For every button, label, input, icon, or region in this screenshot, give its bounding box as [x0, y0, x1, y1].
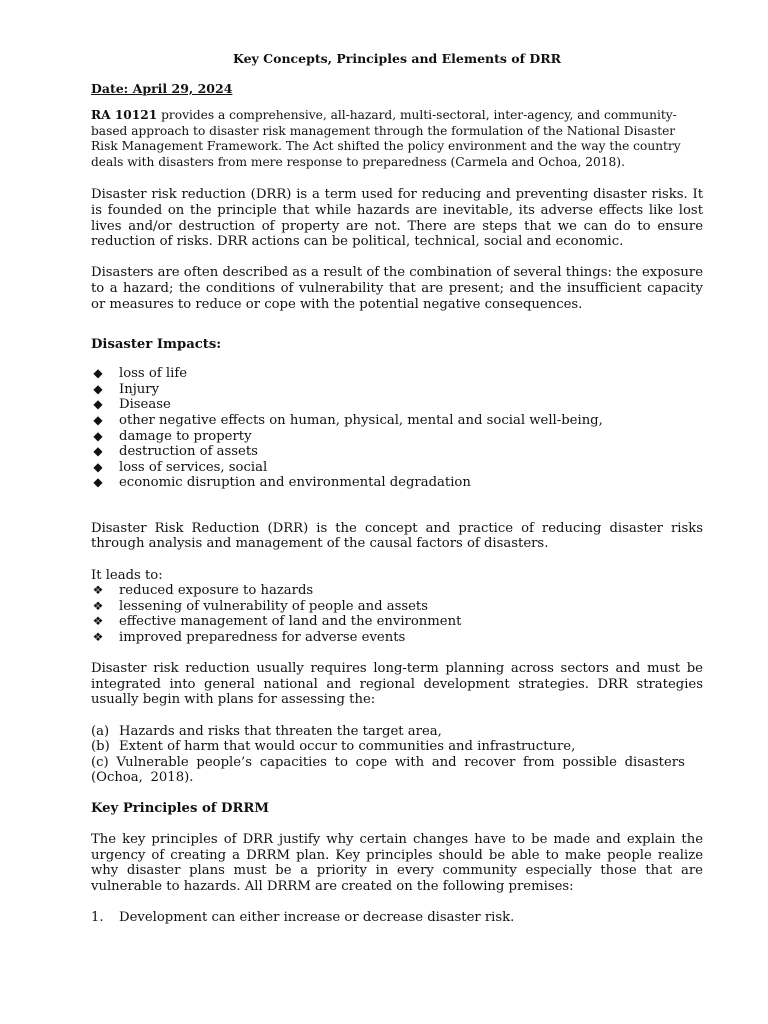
intro-act-name: RA 10121 — [91, 108, 158, 122]
diamond-bullet-icon: ◆ — [93, 397, 103, 412]
list-item: (a) Hazards and risks that threaten the target area, — [91, 723, 442, 739]
list-item: 1. Development can either increase or decrease disaster risk. — [91, 909, 515, 925]
four-diamond-bullet-icon: ❖ — [92, 583, 104, 598]
disasters-description-paragraph: Disasters are often described as a result of the combination of several things: the exposure to a hazard; the conditions of vulnerability that are present; and the insufficient capacity or measures to reduce or cope with the potential negative consequences. — [91, 265, 703, 312]
list-item: ◆ destruction of assets — [91, 444, 703, 460]
document-page — [91, 50, 703, 926]
assessment-list — [91, 724, 703, 786]
list-item: ◆ other negative effects on human, physical, mental and social well-being, — [91, 413, 703, 429]
list-item: ❖ effective management of land and the environment — [92, 614, 462, 630]
intro-paragraph — [91, 108, 703, 170]
list-item: ❖ reduced exposure to hazards — [92, 583, 314, 599]
list-item: ◆ Injury — [91, 382, 703, 398]
planning-paragraph: Disaster risk reduction usually requires long-term planning across sectors and must be integrated into general national and regional development strategies. DRR strategies usually begin with plans for assessing the: — [91, 661, 703, 708]
list-item: ◆ loss of services, social — [91, 460, 703, 476]
leads-list — [91, 583, 703, 645]
list-item: ◆ loss of life — [91, 366, 703, 382]
principles-paragraph: The key principles of DRR justify why certain changes have to be made and explain the urgency of creating a DRRM plan. Key principles should be able to make people realize why disaster plans must be a priority in every community especially those that are vulnerable to hazards. All DRRM are created on the following premises: — [91, 831, 703, 894]
four-diamond-bullet-icon: ❖ — [92, 614, 104, 629]
list-item: ❖ lessening of vulnerability of people and assets — [92, 598, 428, 614]
intro-text: provides a comprehensive, all-hazard, multi-sectoral, inter-agency, and community-based approach to disaster risk management through the formulation of the National Disaster Risk Management Framework. The Act shifted the policy environment and the way the country deals with disasters from mere response to preparedness (Carmela and Ochoa, 2018). — [91, 108, 681, 169]
diamond-bullet-icon: ◆ — [93, 475, 103, 490]
document-date: Date: April 29, 2024 — [91, 81, 233, 96]
list-item: ◆ damage to property — [91, 429, 703, 445]
list-item: ❖ improved preparedness for adverse events — [92, 630, 406, 646]
diamond-bullet-icon: ◆ — [93, 366, 103, 381]
diamond-bullet-icon: ◆ — [93, 381, 103, 396]
diamond-bullet-icon: ◆ — [93, 428, 103, 443]
four-diamond-bullet-icon: ❖ — [92, 630, 104, 645]
document-title: Key Concepts, Principles and Elements of DRR — [233, 51, 561, 66]
principles-heading: Key Principles of DRRM — [91, 800, 269, 816]
diamond-bullet-icon: ◆ — [93, 412, 103, 427]
diamond-bullet-icon: ◆ — [93, 459, 103, 474]
diamond-bullet-icon: ◆ — [93, 444, 103, 459]
list-item: (b) Extent of harm that would occur to communities and infrastructure, — [91, 739, 576, 755]
drr-definition-paragraph: Disaster risk reduction (DRR) is a term used for reducing and preventing disaster risks. It is founded on the principle that while hazards are inevitable, its adverse effects like lost lives and/or destruction of property are not. There are steps that we can do to ensure reduction of risks. DRR actions can be political, technical, social and economic. — [91, 187, 703, 250]
impacts-heading: Disaster Impacts: — [91, 337, 222, 353]
list-item: ◆ economic disruption and environmental degradation — [91, 475, 703, 491]
list-item: ◆ Disease — [91, 397, 703, 413]
leads-to-label: It leads to: — [91, 567, 163, 583]
impacts-list — [91, 366, 703, 491]
drr-concept-paragraph: Disaster Risk Reduction (DRR) is the concept and practice of reducing disaster risks through analysis and management of the causal factors of disasters. — [91, 520, 703, 552]
four-diamond-bullet-icon: ❖ — [92, 598, 104, 613]
list-item: (c) Vulnerable people’s capacities to cope with and recover from possible disasters (Ochoa, 2018). — [91, 754, 685, 786]
